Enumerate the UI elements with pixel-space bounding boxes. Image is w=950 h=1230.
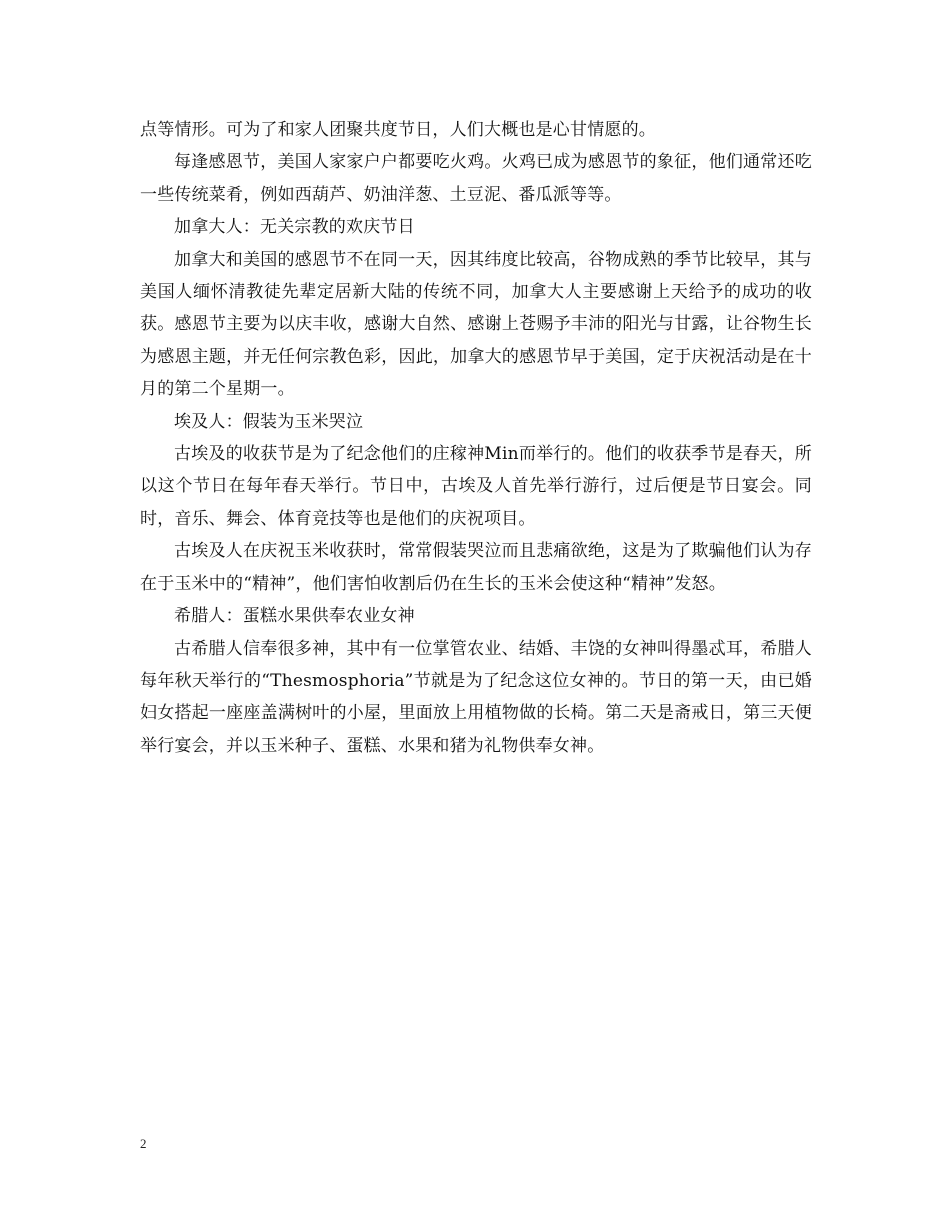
section-heading-greece: 希腊人：蛋糕水果供奉农业女神 [174,606,415,627]
section-heading-canada: 加拿大人：无关宗教的欢庆节日 [174,217,415,238]
paragraph-canada: 加拿大和美国的感恩节不在同一天，因其纬度比较高，谷物成熟的季节比较早，其与美国人缅怀清教徒先辈定居新大陆的传统不同，加拿大人主要感谢上天给予的成功的收获。感恩节主要为以庆丰收，感谢大自然、感谢上苍赐予丰沛的阳光与甘露，让谷物生长为感恩主题，并无任何宗教色彩，因此，加拿大的感恩节早于美国，定于庆祝活动是在十月的第二个星期一。 [140,249,812,400]
paragraph-1: 点等情形。可为了和家人团聚共度节日，人们大概也是心甘情愿的。 [140,120,656,140]
paragraph-egypt-2: 古埃及人在庆祝玉米收获时，常常假装哭泣而且悲痛欲绝，这是为了欺骗他们认为存在于玉米中的“精神”，他们害怕收割后仍在生长的玉米会使这种“精神”发怒。 [140,541,812,594]
document-body [140,114,812,762]
paragraph-egypt-1: 古埃及的收获节是为了纪念他们的庄稼神Min而举行的。他们的收获季节是春天，所以这个节日在每年春天举行。节日中，古埃及人首先举行游行，过后便是节日宴会。同时，音乐、舞会、体育竞技等也是他们的庆祝项目。 [140,444,812,529]
paragraph-greece: 古希腊人信奉很多神，其中有一位掌管农业、结婚、丰饶的女神叫得墨忒耳，希腊人每年秋天举行的“Thesmosphoria”节就是为了纪念这位女神的。节日的第一天，由已婚妇女搭起一座座盖满树叶的小屋，里面放上用植物做的长椅。第二天是斋戒日，第三天便举行宴会，并以玉米种子、蛋糕、水果和猪为礼物供奉女神。 [140,638,812,756]
paragraph-2: 每逢感恩节，美国人家家户户都要吃火鸡。火鸡已成为感恩节的象征，他们通常还吃一些传统菜肴，例如西葫芦、奶油洋葱、土豆泥、番瓜派等等。 [140,152,812,205]
section-heading-egypt: 埃及人：假装为玉米哭泣 [174,411,364,432]
page-number: 2 [140,1136,147,1151]
